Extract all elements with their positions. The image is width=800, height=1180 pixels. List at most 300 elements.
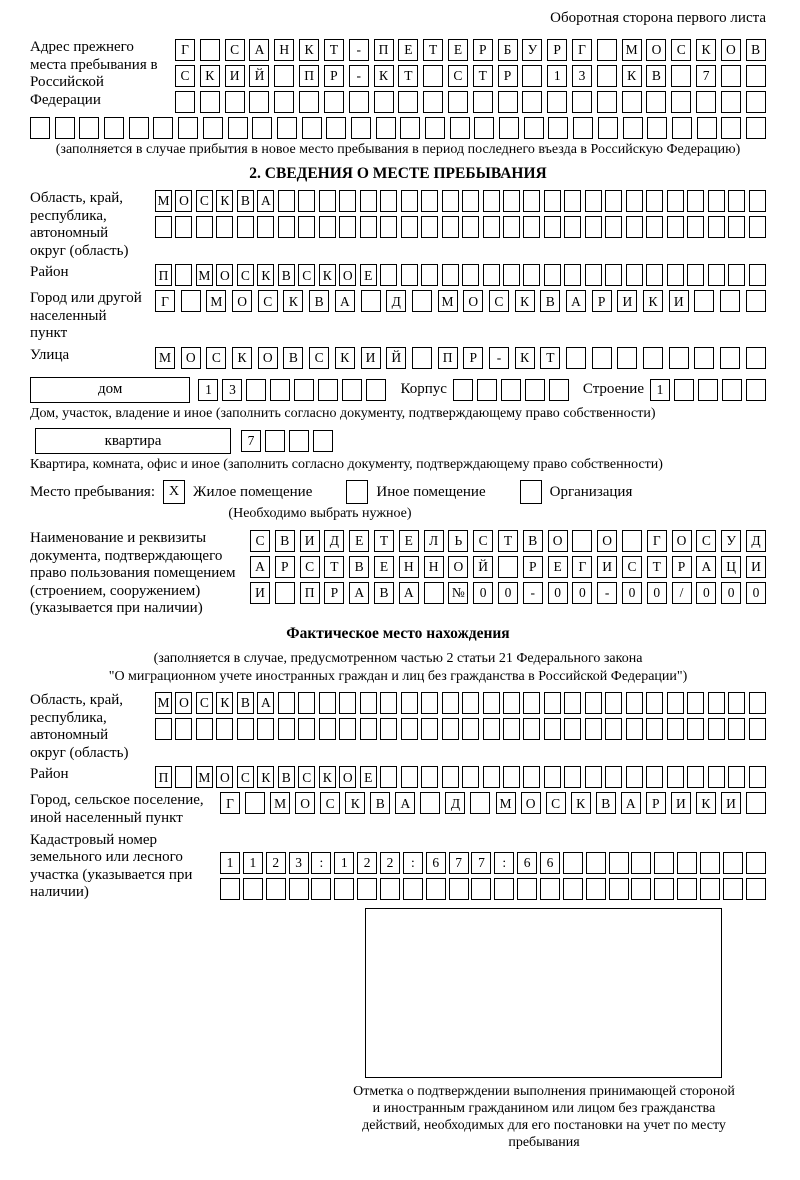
- char-box[interactable]: [723, 878, 743, 900]
- char-box[interactable]: [412, 347, 432, 369]
- char-box[interactable]: [30, 117, 50, 139]
- char-box[interactable]: [448, 91, 468, 113]
- char-box[interactable]: [339, 692, 356, 714]
- char-box[interactable]: [749, 692, 766, 714]
- char-box[interactable]: [544, 692, 561, 714]
- char-box[interactable]: М: [438, 290, 458, 312]
- char-box[interactable]: [746, 852, 766, 874]
- char-box[interactable]: [498, 91, 518, 113]
- char-box[interactable]: [522, 91, 542, 113]
- char-box[interactable]: Й: [249, 65, 269, 87]
- char-box[interactable]: [376, 117, 396, 139]
- char-box[interactable]: А: [399, 582, 419, 604]
- char-box[interactable]: [278, 718, 295, 740]
- char-box[interactable]: [360, 718, 377, 740]
- char-box[interactable]: О: [232, 290, 252, 312]
- char-box[interactable]: И: [300, 530, 320, 552]
- char-box[interactable]: [523, 264, 540, 286]
- char-box[interactable]: [654, 878, 674, 900]
- char-box[interactable]: [462, 718, 479, 740]
- char-box[interactable]: [647, 117, 667, 139]
- char-box[interactable]: [694, 347, 714, 369]
- char-box[interactable]: [720, 347, 740, 369]
- char-box[interactable]: [708, 766, 725, 788]
- char-box[interactable]: [517, 878, 537, 900]
- char-box[interactable]: [667, 190, 684, 212]
- char-box[interactable]: К: [283, 290, 303, 312]
- char-box[interactable]: [721, 117, 741, 139]
- char-box[interactable]: Р: [275, 556, 295, 578]
- char-box[interactable]: [319, 190, 336, 212]
- char-box[interactable]: [674, 379, 694, 401]
- char-box[interactable]: Т: [398, 65, 418, 87]
- char-box[interactable]: [503, 718, 520, 740]
- char-box[interactable]: [503, 264, 520, 286]
- char-box[interactable]: [564, 190, 581, 212]
- char-box[interactable]: [626, 216, 643, 238]
- char-box[interactable]: [319, 692, 336, 714]
- char-box[interactable]: К: [571, 792, 591, 814]
- char-box[interactable]: В: [237, 692, 254, 714]
- char-box[interactable]: 0: [498, 582, 518, 604]
- char-box[interactable]: [597, 65, 617, 87]
- char-box[interactable]: [605, 718, 622, 740]
- char-box[interactable]: Т: [324, 556, 344, 578]
- char-box[interactable]: [746, 91, 766, 113]
- char-box[interactable]: [696, 91, 716, 113]
- char-box[interactable]: К: [345, 792, 365, 814]
- char-box[interactable]: 3: [289, 852, 309, 874]
- char-box[interactable]: [55, 117, 75, 139]
- char-box[interactable]: С: [237, 264, 254, 286]
- char-box[interactable]: [646, 216, 663, 238]
- char-box[interactable]: К: [515, 290, 535, 312]
- char-box[interactable]: [380, 190, 397, 212]
- char-box[interactable]: [597, 91, 617, 113]
- char-box[interactable]: [155, 216, 172, 238]
- char-box[interactable]: [421, 692, 438, 714]
- char-box[interactable]: [503, 766, 520, 788]
- char-box[interactable]: О: [216, 264, 233, 286]
- char-box[interactable]: [609, 878, 629, 900]
- char-box[interactable]: О: [672, 530, 692, 552]
- char-box[interactable]: [257, 718, 274, 740]
- char-box[interactable]: [605, 264, 622, 286]
- char-box[interactable]: К: [232, 347, 252, 369]
- char-box[interactable]: Е: [548, 556, 568, 578]
- char-box[interactable]: А: [566, 290, 586, 312]
- char-box[interactable]: [275, 582, 295, 604]
- char-box[interactable]: [175, 766, 192, 788]
- char-box[interactable]: М: [270, 792, 290, 814]
- char-box[interactable]: О: [646, 39, 666, 61]
- char-box[interactable]: В: [746, 39, 766, 61]
- char-box[interactable]: [503, 692, 520, 714]
- char-box[interactable]: О: [175, 190, 192, 212]
- char-box[interactable]: [728, 264, 745, 286]
- char-box[interactable]: В: [646, 65, 666, 87]
- char-box[interactable]: [266, 878, 286, 900]
- char-box[interactable]: А: [621, 792, 641, 814]
- char-box[interactable]: [503, 190, 520, 212]
- char-box[interactable]: В: [278, 264, 295, 286]
- char-box[interactable]: [564, 264, 581, 286]
- char-box[interactable]: О: [597, 530, 617, 552]
- char-box[interactable]: К: [696, 792, 716, 814]
- char-box[interactable]: М: [206, 290, 226, 312]
- char-box[interactable]: [294, 379, 314, 401]
- char-box[interactable]: А: [249, 39, 269, 61]
- char-box[interactable]: О: [448, 556, 468, 578]
- char-box[interactable]: С: [196, 190, 213, 212]
- char-box[interactable]: [728, 216, 745, 238]
- char-box[interactable]: В: [283, 347, 303, 369]
- char-box[interactable]: [360, 216, 377, 238]
- char-box[interactable]: И: [617, 290, 637, 312]
- char-box[interactable]: [728, 190, 745, 212]
- char-box[interactable]: Р: [473, 39, 493, 61]
- char-box[interactable]: [175, 718, 192, 740]
- char-box[interactable]: [746, 347, 766, 369]
- char-box[interactable]: [278, 692, 295, 714]
- char-box[interactable]: [175, 91, 195, 113]
- char-box[interactable]: /: [672, 582, 692, 604]
- char-box[interactable]: :: [403, 852, 423, 874]
- char-box[interactable]: [319, 216, 336, 238]
- char-box[interactable]: М: [196, 264, 213, 286]
- char-box[interactable]: Ц: [721, 556, 741, 578]
- char-box[interactable]: [298, 692, 315, 714]
- char-box[interactable]: [585, 190, 602, 212]
- char-box[interactable]: [708, 190, 725, 212]
- char-box[interactable]: [572, 91, 592, 113]
- char-box[interactable]: [360, 692, 377, 714]
- char-box[interactable]: Н: [424, 556, 444, 578]
- char-box[interactable]: -: [597, 582, 617, 604]
- char-box[interactable]: [401, 264, 418, 286]
- char-box[interactable]: С: [300, 556, 320, 578]
- char-box[interactable]: [746, 117, 766, 139]
- char-box[interactable]: П: [438, 347, 458, 369]
- char-box[interactable]: 7: [241, 430, 261, 452]
- char-box[interactable]: [544, 766, 561, 788]
- char-box[interactable]: С: [175, 65, 195, 87]
- char-box[interactable]: [586, 878, 606, 900]
- char-box[interactable]: [483, 264, 500, 286]
- char-box[interactable]: Р: [672, 556, 692, 578]
- char-box[interactable]: [442, 718, 459, 740]
- char-box[interactable]: [225, 91, 245, 113]
- char-box[interactable]: [626, 692, 643, 714]
- char-box[interactable]: -: [349, 39, 369, 61]
- char-box[interactable]: [380, 766, 397, 788]
- char-box[interactable]: С: [320, 792, 340, 814]
- char-box[interactable]: А: [257, 692, 274, 714]
- char-box[interactable]: [746, 379, 766, 401]
- char-box[interactable]: [723, 852, 743, 874]
- char-box[interactable]: [398, 91, 418, 113]
- char-box[interactable]: [609, 852, 629, 874]
- char-box[interactable]: У: [522, 39, 542, 61]
- char-box[interactable]: [646, 766, 663, 788]
- char-box[interactable]: 0: [746, 582, 766, 604]
- char-box[interactable]: И: [721, 792, 741, 814]
- char-box[interactable]: [249, 91, 269, 113]
- char-box[interactable]: [423, 65, 443, 87]
- char-box[interactable]: Т: [374, 530, 394, 552]
- char-box[interactable]: Е: [398, 39, 418, 61]
- char-box[interactable]: [746, 792, 766, 814]
- char-box[interactable]: [462, 216, 479, 238]
- char-box[interactable]: [265, 430, 285, 452]
- char-box[interactable]: Н: [399, 556, 419, 578]
- char-box[interactable]: В: [596, 792, 616, 814]
- char-box[interactable]: [401, 718, 418, 740]
- char-box[interactable]: [474, 117, 494, 139]
- char-box[interactable]: [380, 718, 397, 740]
- char-box[interactable]: [216, 216, 233, 238]
- char-box[interactable]: 2: [357, 852, 377, 874]
- char-box[interactable]: [361, 290, 381, 312]
- char-box[interactable]: [605, 216, 622, 238]
- char-box[interactable]: [523, 766, 540, 788]
- char-box[interactable]: [503, 216, 520, 238]
- char-box[interactable]: [483, 766, 500, 788]
- char-box[interactable]: [274, 91, 294, 113]
- char-box[interactable]: Т: [498, 530, 518, 552]
- char-box[interactable]: К: [200, 65, 220, 87]
- char-box[interactable]: [708, 718, 725, 740]
- char-box[interactable]: [654, 852, 674, 874]
- char-box[interactable]: [626, 766, 643, 788]
- char-box[interactable]: [749, 264, 766, 286]
- char-box[interactable]: В: [374, 582, 394, 604]
- char-box[interactable]: [646, 264, 663, 286]
- char-box[interactable]: [380, 264, 397, 286]
- char-box[interactable]: [311, 878, 331, 900]
- char-box[interactable]: [319, 718, 336, 740]
- char-box[interactable]: В: [370, 792, 390, 814]
- char-box[interactable]: [564, 766, 581, 788]
- char-box[interactable]: [483, 718, 500, 740]
- char-box[interactable]: [216, 718, 233, 740]
- char-box[interactable]: [129, 117, 149, 139]
- char-box[interactable]: [401, 216, 418, 238]
- char-box[interactable]: С: [473, 530, 493, 552]
- char-box[interactable]: [749, 718, 766, 740]
- char-box[interactable]: [237, 718, 254, 740]
- char-box[interactable]: [687, 692, 704, 714]
- char-box[interactable]: 1: [650, 379, 670, 401]
- char-box[interactable]: Б: [498, 39, 518, 61]
- char-box[interactable]: [450, 117, 470, 139]
- char-box[interactable]: №: [448, 582, 468, 604]
- char-box[interactable]: [298, 216, 315, 238]
- char-box[interactable]: [298, 718, 315, 740]
- char-box[interactable]: И: [671, 792, 691, 814]
- char-box[interactable]: [646, 718, 663, 740]
- char-box[interactable]: Д: [746, 530, 766, 552]
- char-box[interactable]: К: [257, 264, 274, 286]
- char-box[interactable]: [498, 556, 518, 578]
- char-box[interactable]: И: [225, 65, 245, 87]
- char-box[interactable]: К: [319, 766, 336, 788]
- char-box[interactable]: [289, 430, 309, 452]
- char-box[interactable]: [700, 852, 720, 874]
- char-box[interactable]: С: [622, 556, 642, 578]
- char-box[interactable]: [585, 216, 602, 238]
- char-box[interactable]: [424, 582, 444, 604]
- char-box[interactable]: К: [216, 190, 233, 212]
- char-box[interactable]: Т: [423, 39, 443, 61]
- char-box[interactable]: [442, 190, 459, 212]
- char-box[interactable]: 0: [548, 582, 568, 604]
- char-box[interactable]: [708, 692, 725, 714]
- char-box[interactable]: [566, 347, 586, 369]
- char-box[interactable]: В: [523, 530, 543, 552]
- char-box[interactable]: [228, 117, 248, 139]
- char-box[interactable]: М: [155, 692, 172, 714]
- char-box[interactable]: [622, 91, 642, 113]
- char-box[interactable]: [605, 692, 622, 714]
- char-box[interactable]: 0: [473, 582, 493, 604]
- char-box[interactable]: [646, 91, 666, 113]
- char-box[interactable]: [585, 718, 602, 740]
- char-box[interactable]: [708, 216, 725, 238]
- char-box[interactable]: [181, 290, 201, 312]
- char-box[interactable]: [687, 264, 704, 286]
- char-box[interactable]: [339, 190, 356, 212]
- char-box[interactable]: 1: [547, 65, 567, 87]
- char-box[interactable]: Г: [155, 290, 175, 312]
- char-box[interactable]: 0: [721, 582, 741, 604]
- char-box[interactable]: 6: [540, 852, 560, 874]
- char-box[interactable]: И: [597, 556, 617, 578]
- char-box[interactable]: [374, 91, 394, 113]
- checkbox-organization[interactable]: [520, 480, 542, 504]
- char-box[interactable]: С: [671, 39, 691, 61]
- char-box[interactable]: [302, 117, 322, 139]
- char-box[interactable]: [79, 117, 99, 139]
- char-box[interactable]: О: [548, 530, 568, 552]
- char-box[interactable]: К: [216, 692, 233, 714]
- char-box[interactable]: Р: [523, 556, 543, 578]
- char-box[interactable]: К: [257, 766, 274, 788]
- char-box[interactable]: [412, 290, 432, 312]
- char-box[interactable]: [462, 264, 479, 286]
- char-box[interactable]: [677, 852, 697, 874]
- char-box[interactable]: [318, 379, 338, 401]
- char-box[interactable]: [483, 190, 500, 212]
- char-box[interactable]: Е: [399, 530, 419, 552]
- char-box[interactable]: К: [299, 39, 319, 61]
- char-box[interactable]: [667, 216, 684, 238]
- char-box[interactable]: С: [250, 530, 270, 552]
- char-box[interactable]: 1: [243, 852, 263, 874]
- char-box[interactable]: В: [349, 556, 369, 578]
- char-box[interactable]: [449, 878, 469, 900]
- char-box[interactable]: О: [295, 792, 315, 814]
- char-box[interactable]: А: [335, 290, 355, 312]
- char-box[interactable]: [442, 216, 459, 238]
- char-box[interactable]: [257, 216, 274, 238]
- char-box[interactable]: [270, 379, 290, 401]
- char-box[interactable]: Н: [274, 39, 294, 61]
- char-box[interactable]: Г: [572, 556, 592, 578]
- char-box[interactable]: [357, 878, 377, 900]
- char-box[interactable]: О: [175, 692, 192, 714]
- char-box[interactable]: [522, 65, 542, 87]
- char-box[interactable]: [477, 379, 497, 401]
- char-box[interactable]: 7: [471, 852, 491, 874]
- char-box[interactable]: [200, 39, 220, 61]
- char-box[interactable]: В: [237, 190, 254, 212]
- char-box[interactable]: Г: [220, 792, 240, 814]
- char-box[interactable]: [722, 379, 742, 401]
- char-box[interactable]: [299, 91, 319, 113]
- char-box[interactable]: М: [196, 766, 213, 788]
- char-box[interactable]: В: [309, 290, 329, 312]
- char-box[interactable]: 1: [198, 379, 218, 401]
- char-box[interactable]: [525, 379, 545, 401]
- char-box[interactable]: [672, 117, 692, 139]
- char-box[interactable]: [671, 91, 691, 113]
- char-box[interactable]: [563, 878, 583, 900]
- char-box[interactable]: 6: [517, 852, 537, 874]
- char-box[interactable]: [237, 216, 254, 238]
- char-box[interactable]: -: [349, 65, 369, 87]
- char-box[interactable]: [421, 264, 438, 286]
- char-box[interactable]: Е: [360, 264, 377, 286]
- char-box[interactable]: :: [494, 852, 514, 874]
- char-box[interactable]: А: [250, 556, 270, 578]
- char-box[interactable]: [564, 692, 581, 714]
- char-box[interactable]: С: [237, 766, 254, 788]
- char-box[interactable]: [721, 65, 741, 87]
- char-box[interactable]: 0: [622, 582, 642, 604]
- char-box[interactable]: Р: [324, 582, 344, 604]
- char-box[interactable]: [220, 878, 240, 900]
- char-box[interactable]: О: [521, 792, 541, 814]
- char-box[interactable]: [547, 91, 567, 113]
- char-box[interactable]: Р: [547, 39, 567, 61]
- char-box[interactable]: [203, 117, 223, 139]
- char-box[interactable]: С: [225, 39, 245, 61]
- char-box[interactable]: [400, 117, 420, 139]
- char-box[interactable]: К: [515, 347, 535, 369]
- char-box[interactable]: [746, 65, 766, 87]
- char-box[interactable]: К: [622, 65, 642, 87]
- char-box[interactable]: [277, 117, 297, 139]
- char-box[interactable]: [499, 117, 519, 139]
- char-box[interactable]: [175, 264, 192, 286]
- char-box[interactable]: Й: [386, 347, 406, 369]
- char-box[interactable]: [548, 117, 568, 139]
- char-box[interactable]: [646, 190, 663, 212]
- char-box[interactable]: О: [216, 766, 233, 788]
- char-box[interactable]: [483, 216, 500, 238]
- char-box[interactable]: 7: [449, 852, 469, 874]
- char-box[interactable]: [687, 216, 704, 238]
- char-box[interactable]: [380, 216, 397, 238]
- char-box[interactable]: С: [696, 530, 716, 552]
- char-box[interactable]: [401, 190, 418, 212]
- char-box[interactable]: О: [258, 347, 278, 369]
- char-box[interactable]: А: [696, 556, 716, 578]
- char-box[interactable]: [421, 216, 438, 238]
- char-box[interactable]: Д: [324, 530, 344, 552]
- char-box[interactable]: С: [448, 65, 468, 87]
